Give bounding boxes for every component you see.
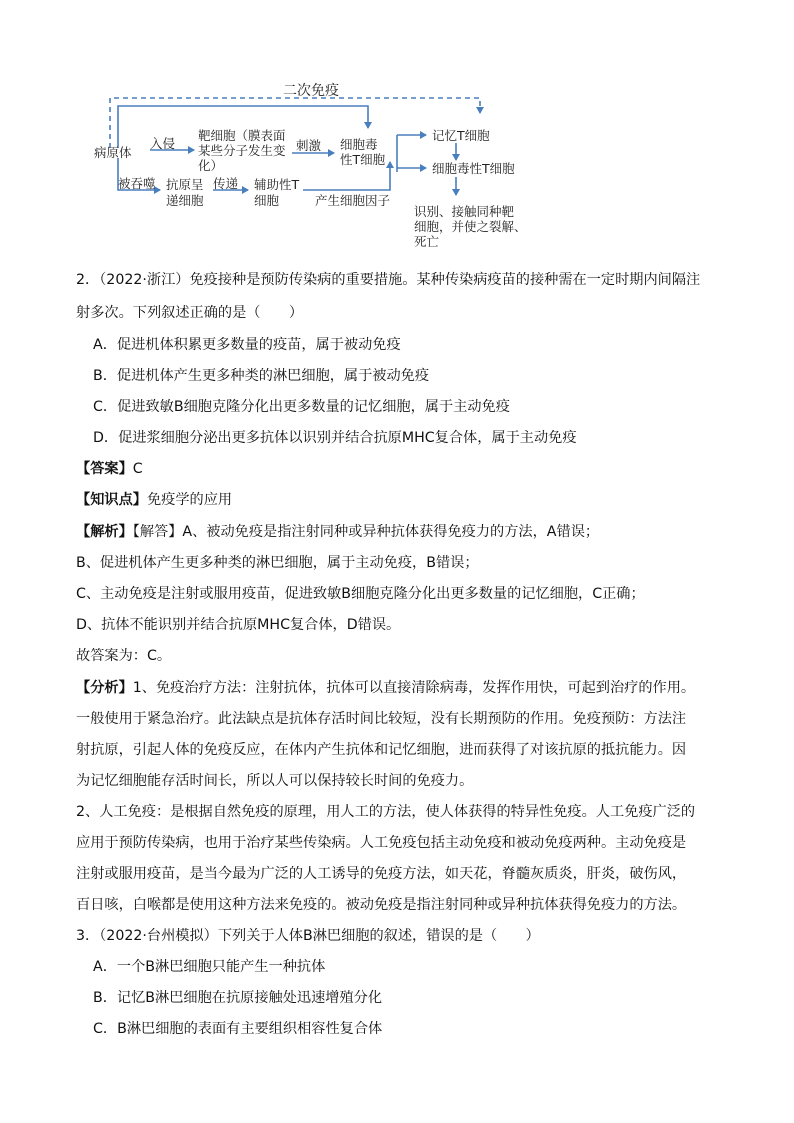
- label-secondary-immunity: 二次免疫: [283, 83, 339, 99]
- q2-analysis-line-3: C、主动免疫是注射或服用疫苗，促进致敏B细胞克隆分化出更多数量的记忆细胞，C正确；: [76, 586, 645, 602]
- label-target-cell-2: 某些分子发生变: [198, 143, 286, 158]
- q2-fenxi-line-8: 百日咳，白喉都是使用这种方法来免疫的。被动免疫是指注射同种或异种抗体获得免疫力的方法。: [76, 897, 687, 913]
- q2-fenxi-line-1: [76, 677, 695, 697]
- label-target-cell-3: 化）: [198, 158, 224, 173]
- label-cytotoxic-t-1: 细胞毒: [340, 137, 378, 152]
- label-result-2: 细胞，并使之裂解、: [414, 219, 527, 234]
- label-transmit: 传递: [213, 176, 239, 191]
- knowledge-label: 【知识点】: [76, 492, 147, 508]
- q2-answer: [76, 458, 143, 478]
- answer-label: 【答案】: [76, 461, 133, 477]
- label-memory-t: 记忆T细胞: [432, 128, 490, 143]
- label-apc-1: 抗原呈: [166, 177, 204, 192]
- label-target-cell-1: 靶细胞（膜表面: [198, 128, 286, 143]
- q3-option-a: A．一个B淋巴细胞只能产生一种抗体: [93, 959, 326, 975]
- q3-stem: 3．（2022·台州模拟）下列关于人体B淋巴细胞的叙述，错误的是（ ）: [76, 928, 540, 944]
- q2-fenxi-line-3: 射抗原，引起人体的免疫反应，在体内产生抗体和记忆细胞，进而获得了对该抗原的抵抗能力。因: [76, 742, 687, 758]
- q2-fenxi-line-6: 应用于预防传染病，也用于治疗某些传染病。人工免疫包括主动免疫和被动免疫两种。主动免疫是: [76, 835, 687, 851]
- immune-flow-diagram: [0, 0, 794, 260]
- label-result-3: 死亡: [414, 234, 440, 249]
- label-helper-t-2: 细胞: [254, 193, 280, 208]
- q2-option-d: D．促进浆细胞分泌出更多抗体以识别并结合抗原MHC复合体，属于主动免疫: [93, 430, 577, 446]
- fenxi-text-1: 1、免疫治疗方法：注射抗体，抗体可以直接清除病毒，发挥作用快，可起到治疗的作用。: [132, 680, 696, 696]
- q2-analysis-line-1: [76, 521, 599, 541]
- q3-option-b: B．记忆B淋巴细胞在抗原接触处迅速增殖分化: [93, 990, 383, 1006]
- q2-fenxi-line-7: 注射或服用疫苗，是当今最为广泛的人工诱导的免疫方法，如天花，脊髓灰质炎，肝炎，破伤风，: [76, 866, 687, 882]
- label-produce-factor: 产生细胞因子: [315, 193, 391, 208]
- q2-fenxi-line-5: 2、人工免疫：是根据自然免疫的原理，用人工的方法，使人体获得的特异性免疫。人工免疫广泛的: [76, 804, 696, 820]
- label-result-1: 识别、接触同种靶: [414, 204, 515, 219]
- q2-analysis-line-5: 故答案为：C。: [76, 648, 172, 664]
- analysis-text-1: 【解答】A、被动免疫是指注射同种或异种抗体获得免疫力的方法，A错误；: [132, 524, 600, 540]
- q2-knowledge: [76, 489, 232, 509]
- label-apc-2: 递细胞: [166, 193, 204, 208]
- label-invade: 入侵: [150, 136, 176, 151]
- q2-option-a: A．促进机体积累更多数量的疫苗，属于被动免疫: [93, 337, 401, 353]
- q2-stem-line-2: 射多次。下列叙述正确的是（ ）: [76, 305, 304, 321]
- q2-option-b: B．促进机体产生更多种类的淋巴细胞，属于被动免疫: [93, 368, 430, 384]
- label-cytotoxic-t-2: 性T细胞: [340, 152, 386, 167]
- q2-fenxi-line-4: 为记忆细胞能存活时间长，所以人可以保持较长时间的免疫力。: [76, 773, 474, 789]
- q2-stem-line-1: 2．（2022·浙江）免疫接种是预防传染病的重要措施。某种传染病疫苗的接种需在一定时期内间隔注: [76, 272, 701, 288]
- q2-analysis-line-2: B、促进机体产生更多种类的淋巴细胞，属于主动免疫，B错误；: [76, 555, 479, 571]
- q2-fenxi-line-2: 一般使用于紧急治疗。此法缺点是抗体存活时间比较短，没有长期预防的作用。免疫预防：方法注: [76, 711, 687, 727]
- label-helper-t-1: 辅助性T: [254, 177, 300, 192]
- fenxi-label: 【分析】: [76, 680, 133, 696]
- q2-analysis-line-4: D、抗体不能识别并结合抗原MHC复合体，D错误。: [76, 617, 401, 633]
- label-pathogen: 病原体: [94, 145, 132, 160]
- q2-option-c: C．促进致敏B细胞克隆分化出更多数量的记忆细胞，属于主动免疫: [93, 399, 510, 415]
- q3-option-c: C．B淋巴细胞的表面有主要组织相容性复合体: [93, 1021, 383, 1037]
- knowledge-value: 免疫学的应用: [146, 492, 233, 508]
- label-cytotoxic-t2: 细胞毒性T细胞: [432, 161, 515, 176]
- answer-value: C: [132, 461, 143, 477]
- label-engulfed: 被吞噬: [118, 176, 156, 191]
- label-stimulate: 刺激: [296, 138, 322, 153]
- analysis-label: 【解析】: [76, 524, 133, 540]
